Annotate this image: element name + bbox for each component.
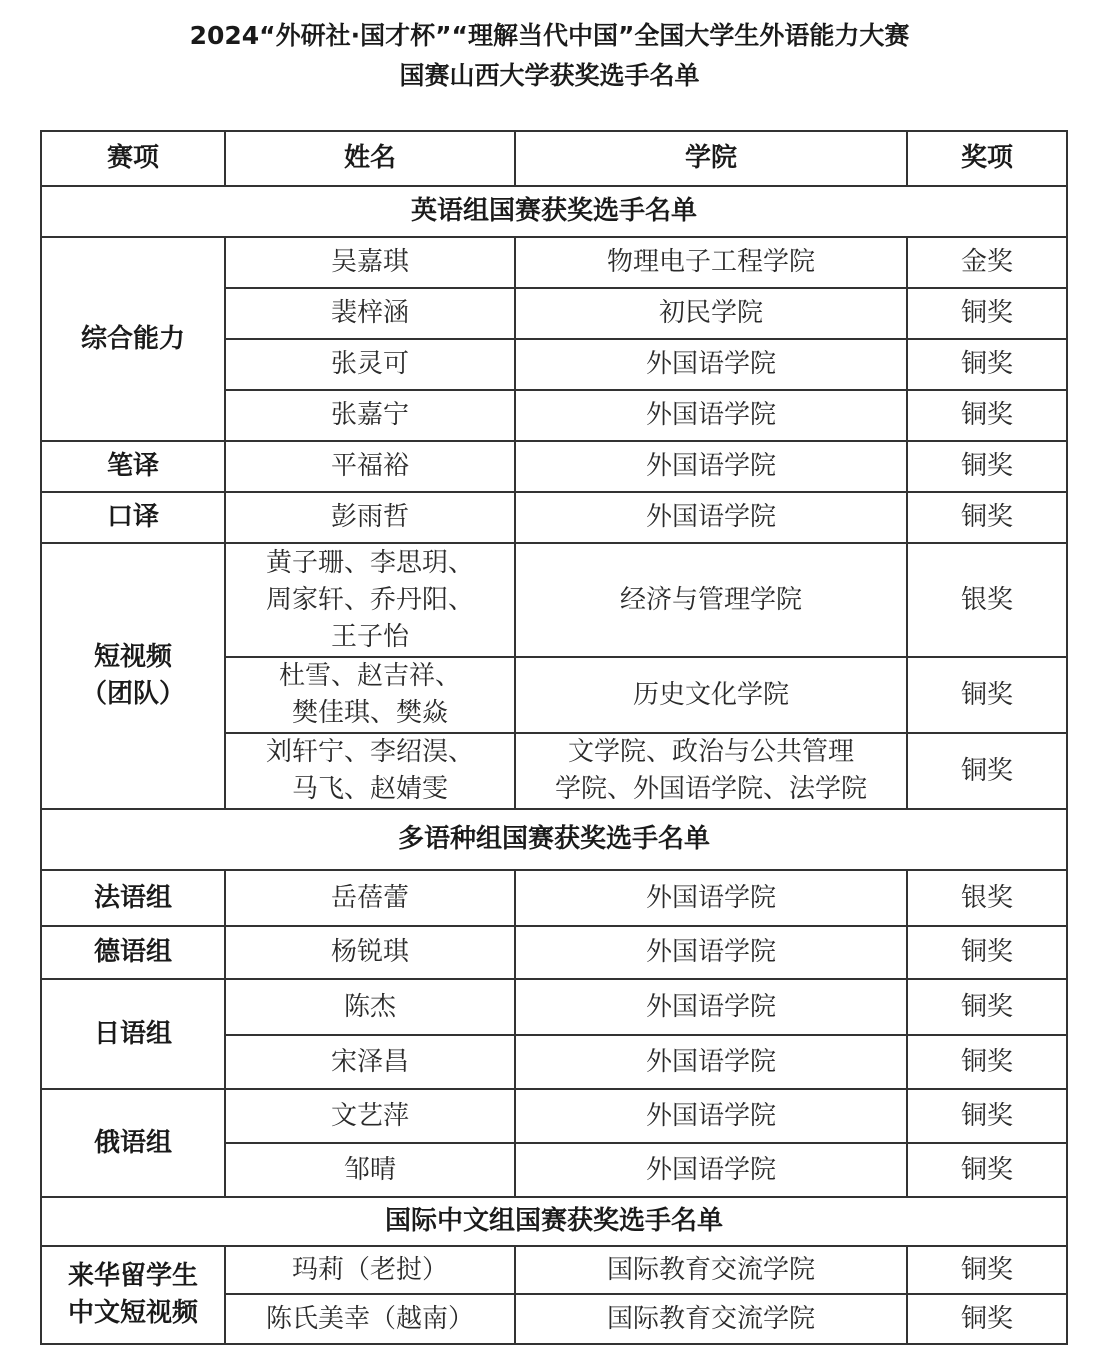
cell-college: 外国语学院 [515,1035,907,1089]
cell-award: 铜奖 [907,1035,1067,1089]
category-interpretation: 口译 [41,492,225,543]
document-subtitle: 国赛山西大学获奖选手名单 [399,61,700,90]
name-line: 刘轩宁、李绍淏、 [265,737,474,767]
cell-name: 陈杰 [225,979,515,1035]
category-japanese: 日语组 [41,979,225,1089]
cell-college: 外国语学院 [515,979,907,1035]
table-header-row [41,131,1067,186]
section-multilingual: 多语种组国赛获奖选手名单 [41,809,1067,870]
name-line: 杜雪、赵吉祥、 [278,661,461,691]
header-award: 奖项 [907,131,1067,186]
cell-college: 初民学院 [515,288,907,339]
header-college: 学院 [515,131,907,186]
category-german: 德语组 [41,926,225,979]
cell-award: 铜奖 [907,1294,1067,1344]
table-row [41,870,1067,926]
cell-name: 文艺萍 [225,1089,515,1143]
cell-college: 外国语学院 [515,1143,907,1197]
cell-college: 外国语学院 [515,390,907,441]
cell-award: 铜奖 [907,1246,1067,1294]
cell-award: 铜奖 [907,492,1067,543]
table-row [41,237,1067,288]
cell-award: 铜奖 [907,926,1067,979]
name-line: 王子怡 [330,621,409,652]
cell-college: 外国语学院 [515,1089,907,1143]
cell-name: 吴嘉琪 [225,237,515,288]
category-french: 法语组 [41,870,225,926]
category-russian: 俄语组 [41,1089,225,1197]
table-row [41,979,1067,1035]
category-label-line: 来华留学生 [67,1261,198,1291]
college-line: 学院、外国语学院、法学院 [554,774,867,804]
table-row [41,543,1067,657]
table-row [41,1246,1067,1294]
cell-name: 平福裕 [225,441,515,492]
cell-name [225,657,515,733]
cell-name [225,543,515,657]
cell-name: 张嘉宁 [225,390,515,441]
header-name: 姓名 [225,131,515,186]
cell-award: 铜奖 [907,1089,1067,1143]
cell-award: 铜奖 [907,441,1067,492]
cell-award: 铜奖 [907,979,1067,1035]
category-short-video-team [41,543,225,809]
cell-name: 宋泽昌 [225,1035,515,1089]
table-row [41,441,1067,492]
cell-name: 陈氏美幸（越南） [225,1294,515,1344]
category-written-translation: 笔译 [41,441,225,492]
cell-college: 经济与管理学院 [515,543,907,657]
college-line: 文学院、政治与公共管理 [567,737,854,767]
cell-award: 铜奖 [907,1143,1067,1197]
cell-award: 金奖 [907,237,1067,288]
name-line: 马飞、赵婧雯 [291,774,448,804]
table-row [41,926,1067,979]
category-label-line: （团队） [80,679,185,709]
cell-college: 历史文化学院 [515,657,907,733]
cell-college [515,733,907,809]
document-title: 2024“外研社·国才杯”“理解当代中国”全国大学生外语能力大赛 [189,21,910,50]
cell-award: 铜奖 [907,657,1067,733]
category-intl-student-video [41,1246,225,1344]
cell-name: 岳蓓蕾 [225,870,515,926]
cell-college: 国际教育交流学院 [515,1246,907,1294]
cell-award: 银奖 [907,543,1067,657]
name-line: 樊佳琪、樊焱 [291,698,448,728]
cell-name: 彭雨哲 [225,492,515,543]
name-line: 周家轩、乔丹阳、 [265,584,474,615]
cell-college: 外国语学院 [515,926,907,979]
name-line: 黄子珊、李思玥、 [265,547,474,578]
cell-award: 银奖 [907,870,1067,926]
section-english: 英语组国赛获奖选手名单 [41,186,1067,237]
cell-college: 外国语学院 [515,492,907,543]
awards-table [40,130,1068,1345]
header-event: 赛项 [41,131,225,186]
cell-name: 裴梓涵 [225,288,515,339]
cell-name [225,733,515,809]
cell-award: 铜奖 [907,733,1067,809]
table-row [41,492,1067,543]
cell-award: 铜奖 [907,339,1067,390]
cell-name: 杨锐琪 [225,926,515,979]
category-label-line: 短视频 [93,642,172,672]
category-comprehensive: 综合能力 [41,237,225,441]
category-label-line: 中文短视频 [67,1298,198,1328]
cell-award: 铜奖 [907,390,1067,441]
cell-name: 玛莉（老挝） [225,1246,515,1294]
cell-name: 张灵可 [225,339,515,390]
section-international-chinese: 国际中文组国赛获奖选手名单 [41,1197,1067,1246]
cell-college: 外国语学院 [515,339,907,390]
cell-college: 物理电子工程学院 [515,237,907,288]
cell-name: 邹晴 [225,1143,515,1197]
table-row [41,1089,1067,1143]
cell-award: 铜奖 [907,288,1067,339]
cell-college: 外国语学院 [515,870,907,926]
cell-college: 外国语学院 [515,441,907,492]
cell-college: 国际教育交流学院 [515,1294,907,1344]
